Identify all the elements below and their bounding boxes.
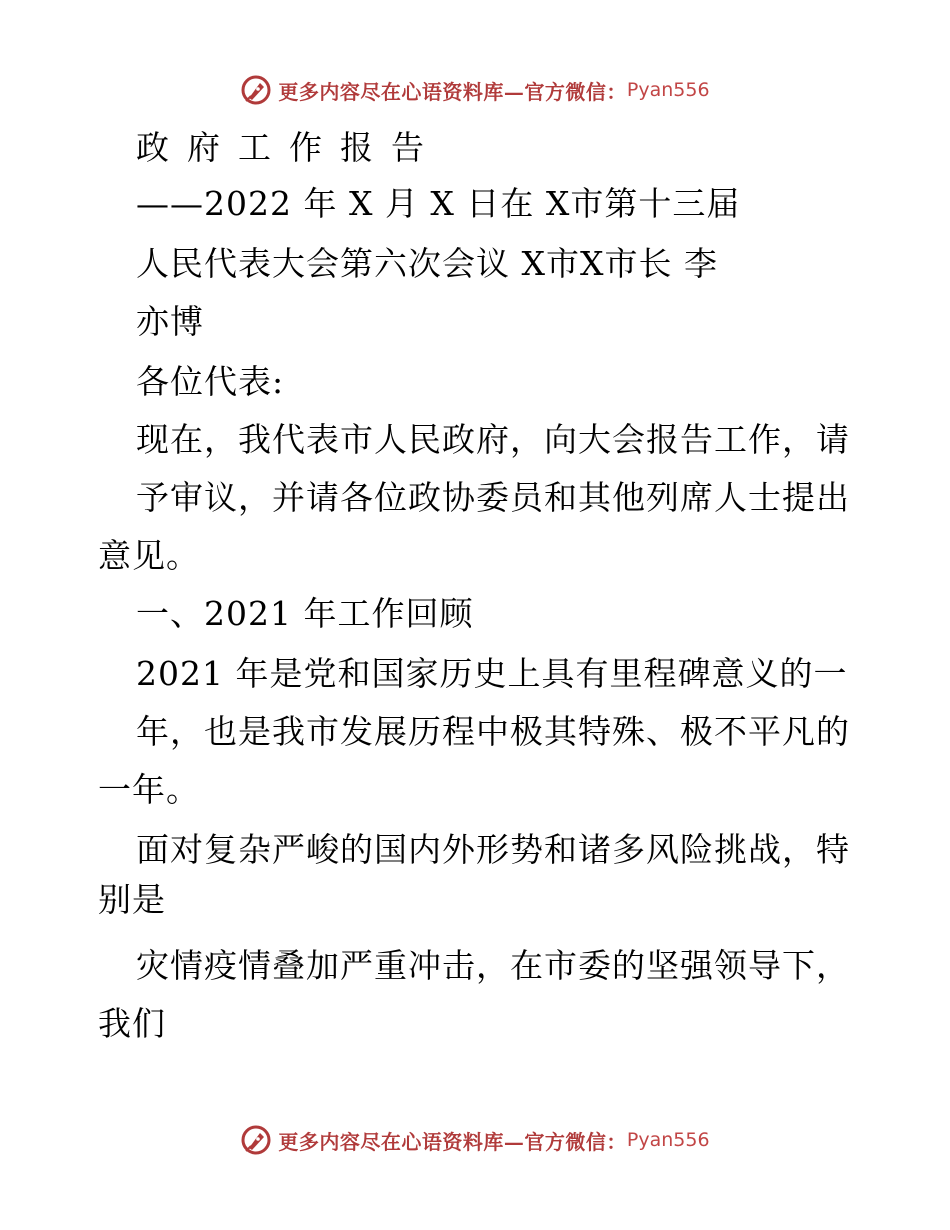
banner-text: 更多内容尽在心语资料库—官方微信： <box>278 79 627 104</box>
document-line: 别是 <box>98 880 166 919</box>
document-line: 现在，我代表市人民政府，向大会报告工作，请 <box>136 420 850 459</box>
document-line: 2021 年是党和国家历史上具有里程碑意义的一 <box>136 654 848 693</box>
document-line: 面对复杂严峻的国内外形势和诸多风险挑战，特 <box>136 830 850 869</box>
banner-wechat-id: Pyan556 <box>626 79 710 101</box>
document-title: 政府工作报告 <box>136 128 442 167</box>
document-line: 灾情疫情叠加严重冲击，在市委的坚强领导下， <box>136 946 850 985</box>
document-line: 年，也是我市发展历程中极其特殊、极不平凡的 <box>136 712 850 751</box>
document-line: 一年。 <box>98 770 200 809</box>
document-line: 各位代表: <box>136 362 285 401</box>
banner-text: 更多内容尽在心语资料库—官方微信： <box>278 1129 627 1154</box>
document-line: ——2022 年 X 月 X 日在 X市第十三届 <box>136 184 741 223</box>
document-line: 意见。 <box>98 536 200 575</box>
pen-nib-circle-icon <box>240 1124 272 1156</box>
footer-watermark-banner <box>0 1120 950 1160</box>
document-line: 予审议，并请各位政协委员和其他列席人士提出 <box>136 478 850 517</box>
banner-wechat-id: Pyan556 <box>626 1129 710 1151</box>
section-heading: 一、2021 年工作回顾 <box>136 594 474 633</box>
document-line: 亦博 <box>136 302 204 341</box>
document-line: 我们 <box>98 1004 166 1043</box>
document-line: 人民代表大会第六次会议 X市X市长 李 <box>136 244 718 283</box>
